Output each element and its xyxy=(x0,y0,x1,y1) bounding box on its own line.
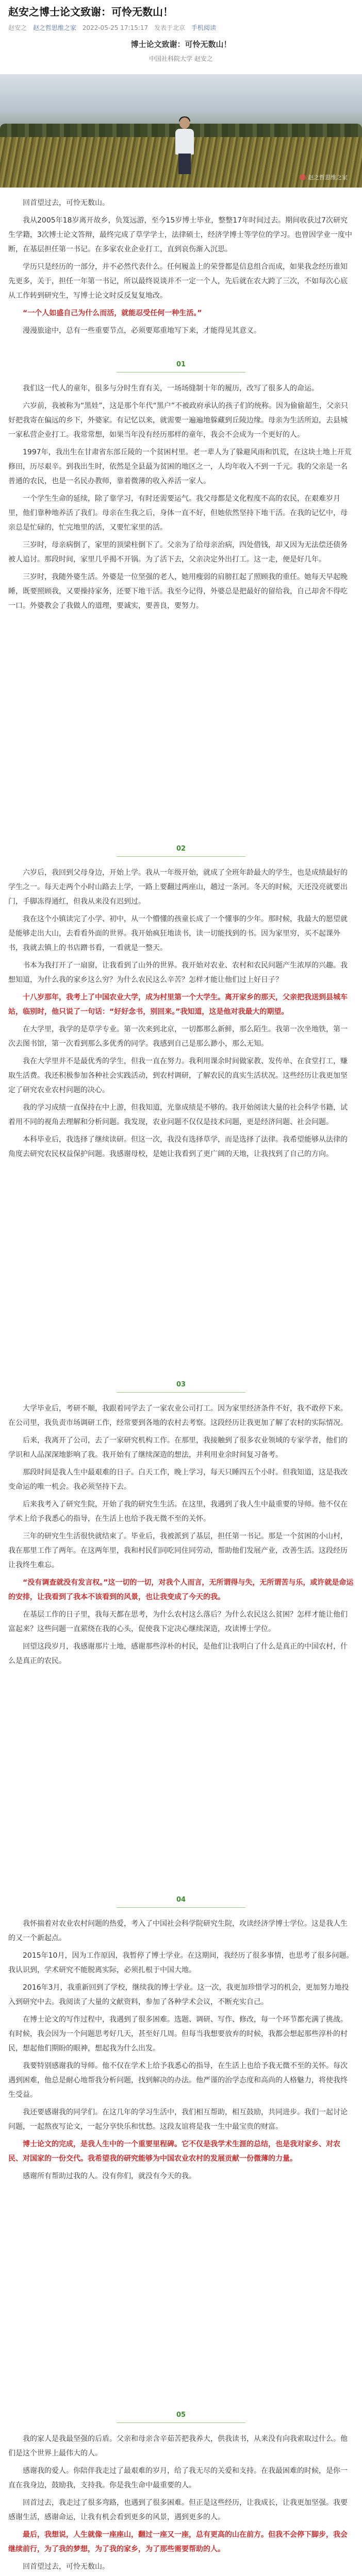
section-paragraph: 我在这个小镇读完了小学、初中，从一个懵懂的孩童长成了一个懂事的少年。那时候，我最大的愿望就是能够走出大山，去看看外面的世界。我开始疯狂地读书，读一切能找到的书。因为家里穷，买不起课外书，我就去镇上的书店蹭书看，一看就是一整天。 xyxy=(8,915,348,952)
section-paragraph: 六岁后，我回到父母身边，开始上学。我从一年级开始，就成了全班年龄最大的学生，也是成绩最好的学生之一。每天走两个小时山路去上学，一路上要翻过两座山，趟过一条河。冬天的时候，天还没亮就要出门，手脚冻得通红，但我从来没有迟到过。 xyxy=(8,869,348,906)
section-02-body xyxy=(8,866,354,1164)
section-paragraph: 感谢我的爱人。你陪伴我走过了最艰难的岁月，给了我无尽的关爱和支持。在我最困难的时候，是你一直在我身边，鼓励我，支持我。你是我生命中最重要的人。 xyxy=(8,2467,348,2489)
section-paragraph: 后来我考入了研究生院，开始了我的研究生生活。在这里，我遇到了我人生中最重要的导师。他不仅在学术上给予我悉心的指导，在生活上也给予我无微不至的关怀。 xyxy=(8,1500,348,1523)
section-paragraph: 我要特别感谢我的导师。他不仅在学术上给予我悉心的指导，在生活上也给予我无微不至的关怀。每次遇到困难，他总是耐心地帮我分析问题，找到解决的办法。他严谨的治学态度和高尚的人格魅力，将使我终生受益。 xyxy=(8,2062,348,2099)
article-title: 赵安之博士论文致谢：可怜无数山！ xyxy=(8,6,173,18)
section-paragraph: 大学毕业后，考研不顺，我跟着同学去了一家农业公司打工。因为家里经济条件不好，我不敢停下来。在公司里，我负责市场调研工作，经常要到各地的农村去考察。这段经历让我更加了解了农村的实际情况。 xyxy=(8,1404,348,1427)
intro-paragraph: 回首望过去，可怜无数山。 xyxy=(23,199,109,207)
section-paragraph: 书本为我打开了一扇窗，让我看到了山外的世界。我开始对农业、农村和农民问题产生浓厚的兴趣。我想知道，为什么我的家乡这么穷？为什么农民这么辛苦？怎样才能让他们过上好日子？ xyxy=(8,961,348,984)
article-meta xyxy=(8,23,354,33)
section-divider xyxy=(117,2422,245,2423)
section-paragraph: 三岁时，母亲病倒了，家里的顶梁柱倒下了。父亲为了给母亲治病，四处借钱，却又因为无法偿还债务被人追讨。那段时间，家里几乎揭不开锅。为了活下去，父亲决定外出打工。这一走，便是好几年。 xyxy=(8,541,348,564)
hero-subhead: 中国社科院大学 赵安之 xyxy=(149,55,213,62)
photo-watermark xyxy=(300,173,348,181)
section-paragraph: 六岁前，我被称为“黑娃”，这是那个年代“黑户”不被政府承认的孩子们的统称。因为偷偷超生，父亲只好把我寄在偏远的乡下，外婆家。有记忆以来，就需要一遍遍地躲藏到丘陵边缘。母亲为生活所迫，去县城一家私营企业打工。我常常想，如果当年没有经历那样的童年，我会不会成为一个更好的人。 xyxy=(8,402,349,439)
section-paragraph: 1997年，我出生在甘肃省东部丘陵的一个贫困村里。老一辈人为了躲避风雨和饥荒，在这块土地上开荒修田，历尽艰辛。到我出生时，依然是全县最为贫困的地区之一，人均年收入不到一千元。我的父亲是一名普通的农民，也是一名民办教师，靠着微薄的收入养活一家人。 xyxy=(8,448,352,485)
section-paragraph: 感谢所有帮助过我的人。没有你们，就没有今天的我。 xyxy=(23,2172,196,2180)
meta-publisher-link[interactable]: 赵之哲思维之家 xyxy=(32,24,76,31)
section-paragraph: 回首望过去，可怜无数山。 xyxy=(23,2563,109,2571)
section-04-body xyxy=(8,1917,354,2187)
person-head xyxy=(179,117,190,129)
hero-photo xyxy=(0,74,362,188)
meta-date: 2022-05-25 17:15:17 xyxy=(82,24,149,31)
section-highlight: 十八岁那年，我考上了中国农业大学，成为村里第一个大学生。离开家乡的那天，父亲把我送到县城车站，临别时，他只说了一句话：“好好念书，别回来。”我知道，这是他对我最大的期望。 xyxy=(8,993,348,1016)
section-divider xyxy=(117,1907,245,1908)
watermark-text: 赵之哲思维之家 xyxy=(308,174,348,181)
section-highlight: 最后，我想说，人生就像一座座山，翻过一座又一座，总有更高的山在前方。但我不会停下脚步，我会继续前行，为了我的梦想，为了我的家乡，为了那些需要帮助的人。 xyxy=(8,2531,348,2553)
section-paragraph: 我的家人是我最坚强的后盾。父亲和母亲含辛茹苦把我养大，供我读书，从来没有向我索取过什么。他们是这个世界上最伟大的人。 xyxy=(8,2435,348,2458)
intro-heading-block xyxy=(8,37,354,66)
section-number-02: 02 xyxy=(176,845,186,853)
section-divider xyxy=(117,856,245,857)
section-number-04: 04 xyxy=(176,1896,186,1904)
hero-headline: 博士论文致谢：可怜无数山！ xyxy=(130,40,232,49)
section-paragraph: 在博士论文的写作过程中，我遇到了很多困难。选题、调研、写作、修改，每一个环节都充满了挑战。有时候，我会因为一个问题思考好几天，甚至好几周。但每当我想要放弃的时候，我都会想起那些淳朴的村民，想起他们期盼的眼神，想起我为什么出发。 xyxy=(8,2015,348,2053)
intro-paragraph: 我从2005年18岁离开故乡，负笈远游，至今15岁博士毕业，整整17年时间过去。期间收获过7次研究生学籍，3次博士论文答辩，最终完成了草学学士，法律硕士，经济学博士等学位的学习。也曾因学业一度中断，在基层担任第一书记。在多家农业企业打工，直到哀伤渐入沉思。 xyxy=(8,216,352,253)
section-paragraph: 我的学习成绩一直保持在中上游，但我知道，光靠成绩是不够的。我开始阅读大量的社会科学书籍，试着用不同的视角去理解和分析问题。我发现，农业问题不仅仅是技术问题，更是经济问题、社会问题。 xyxy=(8,1104,348,1126)
section-paragraph: 回首过去，我走过了很多弯路，也遇到了很多困难。但正是这些经历，让我成长，让我更加坚强。我要感谢生活，感谢命运，让我有机会看到更多的风景，遇到更多的人。 xyxy=(8,2499,348,2521)
intro-paragraph: 漫漫旅途中，总有一些重要节点，必须要郑重地写下来，才能得见其意义。 xyxy=(23,327,261,335)
photo-person xyxy=(174,117,195,174)
section-paragraph: 三岁时，我随外婆生活。外婆是一位坚强的老人，她用瘦弱的肩膀扛起了照顾我的重任。她每天早起晚睡，既要照顾我，又要操持家务，还要下地干活。我至今记得，外婆总是把最好的留给我，自己却舍不得吃一口。外婆教会了我做人的道理，要诚实，要善良，要努力。 xyxy=(8,573,348,610)
section-paragraph: 我怀揣着对农业农村问题的热爱，考入了中国社会科学院研究生院，攻读经济学博士学位。这是我人生的又一个新起点。 xyxy=(8,1920,348,1942)
meta-mobile-read-link[interactable]: 手机阅读 xyxy=(191,24,216,31)
section-paragraph: 三年的研究生生活很快就结束了。毕业后，我被派到了基层，担任第一书记。那是一个贫困的小山村，我在那里工作了两年。在这两年里，我和村民们同吃同住同劳动，帮助他们发展产业，改善生活。这段经历让我终生难忘。 xyxy=(8,1532,348,1569)
section-number-03: 03 xyxy=(176,1381,186,1388)
intro-quote: “一个人如盛自己为什么而活，就能忍受任何一种生活。” xyxy=(23,309,202,317)
section-number-05: 05 xyxy=(176,2411,186,2419)
person-shirt xyxy=(175,129,194,155)
section-05-body xyxy=(8,2432,354,2576)
person-legs xyxy=(178,154,191,174)
section-paragraph: 那段时间是我人生中最艰难的日子。白天工作，晚上学习，每天只睡四五个小时。但我知道，这是我改变命运的唯一机会。我必须坚持下去。 xyxy=(8,1468,348,1491)
section-paragraph: 2016年3月，我重新回到了学校，继续我的博士学业。这一次，我更加珍惜学习的机会，更加努力地投入到研究中去。我阅读了大量的文献资料，参加了各种学术会议，不断充实自己。 xyxy=(8,1984,349,2006)
section-divider xyxy=(117,1392,245,1393)
section-01-body xyxy=(8,381,354,616)
section-03-body xyxy=(8,1401,354,1671)
meta-location: 发表于北京 xyxy=(154,24,185,31)
section-paragraph: 在基层工作的日子里，我每天都在思考，为什么农村这么落后？为什么农民这么贫困？怎样才能让他们富起来？这些问题一直萦绕在我的心头，促使我下定决心继续深造，攻读博士学位。 xyxy=(8,1611,348,1633)
meta-author: 赵安之 xyxy=(8,24,27,31)
section-paragraph: 2015年10月，因为工作原因，我暂停了博士学业。在这期间，我经历了很多事情，也思考了很多问题。我认识到，学术研究不能脱离实际，必须扎根于中国大地。 xyxy=(8,1952,354,1974)
section-paragraph: 回望这段岁月，我感谢那片土地，感谢那些淳朴的村民，是他们让我明白了什么是真正的中国农村，什么是真正的农民。 xyxy=(8,1642,348,1665)
section-paragraph: 本科毕业后，我选择了继续读研。但这一次，我没有选择草学，而是选择了法律。我希望能够从法律的角度去研究农民权益保护问题。我感谢母校，是她让我看到了更广阔的天地，让我找到了自己的方向。 xyxy=(8,1136,348,1158)
section-paragraph: 在大学里，我学的是草学专业。第一次来到北京，一切都那么新鲜，那么陌生。我第一次坐地铁，第一次去图书馆，第一次看到那么多优秀的同学。我感到自己是那么渺小，那么无知。 xyxy=(8,1025,348,1048)
section-highlight: “没有调查就没有发言权。”这一切的一切，对我个人而言，无所谓得与失，无所谓苦与乐，或许就是命运的安排，让我看到了我本不该看到的风景，也让我变成了今天的我。 xyxy=(8,1579,354,1601)
section-paragraph: 后来，我离开了公司，去了一家研究机构工作。在那里，我接触到了很多农业领域的专家学者，他们的学识和人品深深地影响了我。我开始有了继续深造的想法，并利用业余时间复习备考。 xyxy=(8,1436,348,1459)
section-paragraph: 一个学生生命的延续，除了靠学习，有时还需要运气。我父母都是文化程度不高的农民，在艰难岁月里，他们靠种地养活了我们。母亲在生我之后，身体一直不好，但她依然坚持下地干活。在我的记忆中，母亲总是忙碌的，忙完地里的活，又要忙家里的活。 xyxy=(8,495,348,532)
section-paragraph: 我们这一代人的童年，很多与分时生育有关，一场场缝制十年的履历，改写了很多人的命运。 xyxy=(23,384,319,393)
section-paragraph: 我在大学里并不是最优秀的学生，但我一直在努力。我利用课余时间做家教、发传单、在食堂打工，赚取生活费。我还积极参加各种社会实践活动，到农村调研，了解农民的真实生活状况。这些经历让我更加坚定了研究农业农村问题的决心。 xyxy=(8,1057,348,1094)
intro-paragraph: 学历只是经历的一部分，并不必然代表什么。任何履盖上的荣誉都是信息组合而成，如果我念经历谁知先更多，关于，担任一年第一书记，所以最终说谈并不一定一个人，先后就在农大跨了三次，不如每次心底从工作转到研究生，写博士论文时反反复复地改。 xyxy=(8,263,348,300)
section-paragraph: 我还要感谢我的同学们。在这几年的学习生活中，我们相互帮助，相互鼓励，共同进步。我们一起讨论问题，一起熬夜写论文，一起分享快乐和忧愁。这段友谊将是我一生中最宝贵的财富。 xyxy=(8,2108,348,2131)
section-highlight: 博士论文的完成，是我人生中的一个重要里程碑。它不仅是我学术生涯的总结，也是我对家乡、对农民、对国家的一份交代。我希望我的研究能够为中国农业农村的发展贡献一份微薄的力量。 xyxy=(8,2140,340,2163)
intro-section xyxy=(8,196,354,341)
section-number-01: 01 xyxy=(176,361,186,368)
watermark-logo-icon xyxy=(300,174,306,180)
